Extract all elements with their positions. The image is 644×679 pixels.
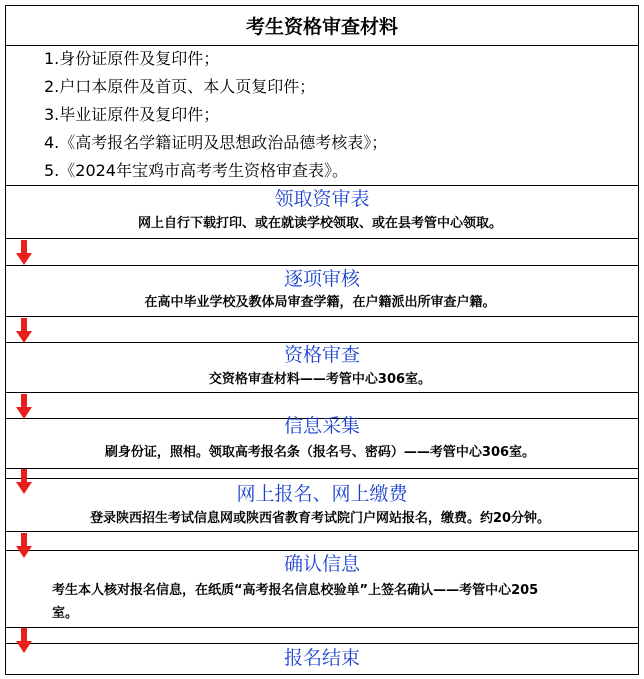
list-item: 4.《高考报名学籍证明及思想政治品德考核表》； [44,133,388,152]
divider [5,627,639,628]
step-title-1: 领取资审表 [274,188,370,210]
step-desc-5: 登录陕西招生考试信息网或陕西省教育考试院门户网站报名，缴费。约20分钟。 [89,511,551,526]
divider [5,643,639,644]
divider [5,238,639,239]
step-title-7: 报名结束 [283,647,360,669]
divider [5,468,639,469]
step-desc-4: 刷身份证，照相。领取高考报名条（报名号、密码）——考管中心306室。 [104,445,536,460]
list-item: 1.身份证原件及复印件； [44,49,220,68]
step-title-2: 逐项审核 [283,268,360,290]
divider [5,265,639,266]
step-title-4: 信息采集 [283,415,360,437]
divider [5,550,639,551]
step-desc-6-line2: 室。 [52,606,79,621]
divider [5,531,639,532]
list-item: 3.毕业证原件及复印件； [44,105,220,124]
step-title-6: 确认信息 [283,553,360,575]
page-title: 考生资格审查材料 [245,15,398,38]
step-desc-1: 网上自行下载打印、或在就读学校领取、或在县考管中心领取。 [137,216,502,231]
step-desc-2: 在高中毕业学校及教体局审查学籍，在户籍派出所审查户籍。 [144,295,496,310]
step-title-3: 资格审查 [283,344,360,366]
down-arrow-icon [16,240,32,266]
divider [5,316,639,317]
divider [5,392,639,393]
step-desc-6-line1: 考生本人核对报名信息，在纸质“高考报名信息校验单”上签名确认——考管中心205 [52,583,539,598]
divider [5,478,639,479]
down-arrow-icon [16,318,32,344]
list-item: 2.户口本原件及首页、本人页复印件； [44,77,316,96]
materials-list [44,45,634,185]
list-item: 5.《2024年宝鸡市高考考生资格审查表》。 [44,161,348,180]
step-title-5: 网上报名、网上缴费 [236,483,408,505]
step-desc-3: 交资格审查材料——考管中心306室。 [208,372,432,387]
divider [5,185,639,186]
